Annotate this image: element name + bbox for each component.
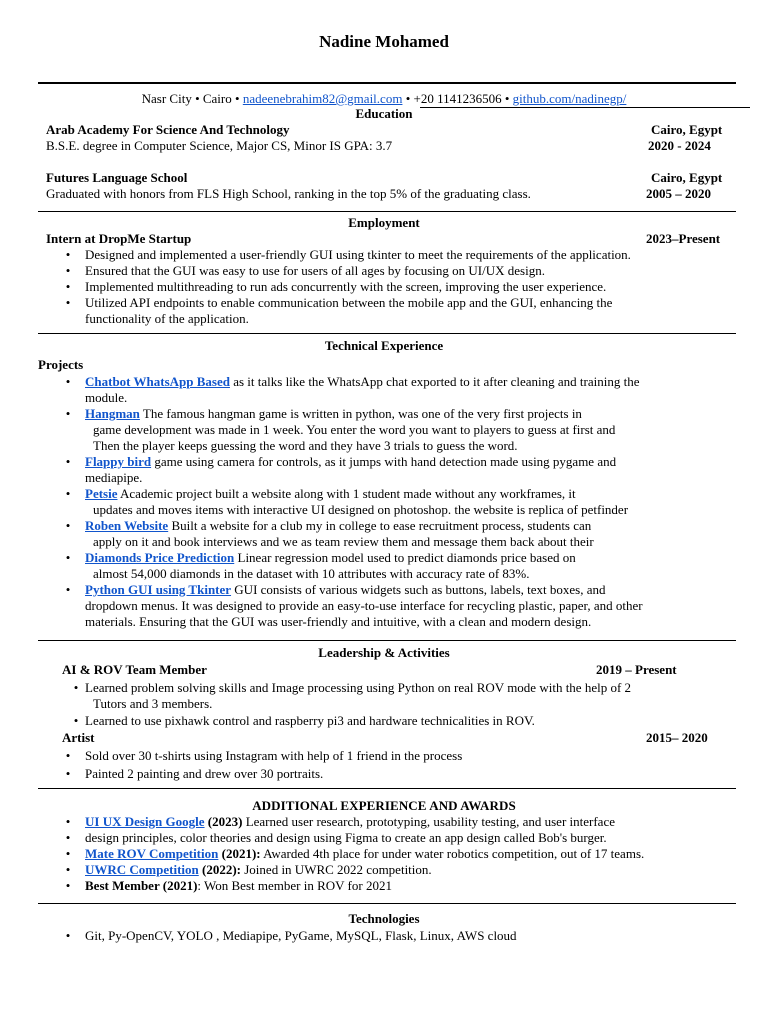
project-link[interactable]: Petsie [85, 486, 118, 501]
list-item: • Painted 2 painting and drew over 30 portraits. [65, 766, 324, 781]
award-link[interactable]: Mate ROV Competition [85, 846, 219, 861]
list-item: • UWRC Competition (2022): Joined in UWRC 2022 competition. [65, 862, 432, 877]
leadership-heading: Leadership & Activities [318, 645, 450, 660]
list-item: • Chatbot WhatsApp Based as it talks like the WhatsApp chat exported to it after cleaning and training the module. [65, 374, 640, 405]
list-item: • Learned to use pixhawk control and raspberry pi3 and hardware technicalities in ROV. [73, 713, 535, 728]
school-name: Futures Language School [46, 170, 188, 185]
degree-detail: B.S.E. degree in Computer Science, Major CS, Minor IS GPA: 3.7 [46, 138, 393, 153]
candidate-name: Nadine Mohamed [319, 32, 449, 51]
list-item: • Designed and implemented a user-friendly GUI using tkinter to meet the requirements of the application. [65, 247, 631, 262]
activity-bullets [73, 680, 745, 729]
award-link[interactable]: UI UX Design Google [85, 814, 205, 829]
job-dates: 2023–Present [646, 231, 721, 246]
list-item: • Petsie Academic project built a website along with 1 student made without any workframes, it updates and moves items with interactive UI designed on photoshop. the website is replica of petfinder [65, 486, 629, 517]
list-item: • Best Member (2021): Won Best member in ROV for 2021 [65, 878, 392, 893]
contact-line [0, 91, 768, 107]
activity-title: AI & ROV Team Member [62, 662, 207, 677]
employment-bullets [65, 247, 745, 327]
list-item: • Sold over 30 t-shirts using Instagram with help of 1 friend in the process [65, 748, 463, 763]
section-divider [38, 640, 736, 641]
technologies-heading: Technologies [348, 911, 420, 926]
award-link[interactable]: UWRC Competition [85, 862, 199, 877]
employment-heading: Employment [348, 215, 420, 230]
list-item: • Roben Website Built a website for a club my in college to ease recruitment process, students can apply on it and book interviews and we as team review them and message them back about their [65, 518, 594, 549]
project-link[interactable]: Flappy bird [85, 454, 152, 469]
section-divider [38, 211, 736, 212]
school-detail: Graduated with honors from FLS High School, ranking in the top 5% of the graduating class. [46, 186, 531, 201]
list-item: • design principles, color theories and design using Figma to create an app design called Bob's burger. [65, 830, 607, 845]
award-label: Best Member (2021) [85, 878, 198, 893]
section-divider [38, 333, 736, 334]
activity-dates: 2019 – Present [596, 662, 677, 677]
technical-heading: Technical Experience [324, 338, 444, 353]
list-item: • UI UX Design Google (2023) Learned user research, prototyping, usability testing, and user interface [65, 814, 615, 829]
location-text: Nasr City • Cairo • [141, 91, 240, 106]
project-link[interactable]: Hangman [85, 406, 140, 421]
project-link[interactable]: Diamonds Price Prediction [85, 550, 235, 565]
list-item: • Python GUI using Tkinter GUI consists of various widgets such as buttons, labels, text boxes, and dropdown menus. It was designed to provide an easy-to-use interface for recycling plastic, paper, and other materials. Ensuring that the GUI was user-friendly and intuitive, with a clean and modern design. [65, 582, 643, 629]
github-link[interactable]: github.com/nadinegp/ [512, 91, 627, 106]
list-item: • Mate ROV Competition (2021): Awarded 4th place for under water robotics competition, out of 17 teams. [65, 846, 645, 861]
list-item: • Implemented multithreading to run ads concurrently with the screen, improving the user experience. [65, 279, 607, 294]
school-location: Cairo, Egypt [651, 170, 723, 185]
list-item: • Flappy bird game using camera for controls, as it jumps with hand detection made using pygame and mediapipe. [65, 454, 617, 485]
job-title: Intern at DropMe Startup [46, 231, 192, 246]
section-divider [38, 903, 736, 904]
header-divider [38, 82, 736, 84]
activity-bullets [65, 748, 745, 782]
education-heading: Education [355, 106, 413, 121]
list-item: • Hangman The famous hangman game is written in python, was one of the very first projects in game development was made in 1 week. You enter the word you want to players to guess at first and Then the player keeps guessing the word and they have 3 trials to guess the word. [65, 406, 616, 453]
project-link[interactable]: Roben Website [85, 518, 169, 533]
list-item: • Utilized API endpoints to enable communication between the mobile app and the GUI, enhancing the functionality of the application. [65, 295, 613, 326]
projects-label: Projects [38, 357, 84, 372]
activity-title: Artist [62, 730, 95, 745]
technologies-text: Git, Py-OpenCV, YOLO , Mediapipe, PyGame, MySQL, Flask, Linux, AWS cloud [85, 928, 517, 943]
project-link[interactable]: Chatbot WhatsApp Based [85, 374, 230, 389]
section-divider [38, 788, 736, 789]
school-name: Arab Academy For Science And Technology [46, 122, 290, 137]
email-link[interactable]: nadeenebrahim82@gmail.com [242, 91, 403, 106]
activity-dates: 2015– 2020 [646, 730, 708, 745]
technologies-list [65, 928, 745, 944]
list-item: • Diamonds Price Prediction Linear regression model used to predict diamonds price based on almost 54,000 diamonds in the dataset with 10 attributes with accuracy rate of 83%. [65, 550, 576, 581]
phone-text: • +20 1141236506 • [405, 91, 510, 106]
awards-list [65, 814, 745, 894]
list-item: • Ensured that the GUI was easy to use for users of all ages by focusing on UI/UX design. [65, 263, 545, 278]
school-dates: 2020 - 2024 [648, 138, 711, 153]
school-dates: 2005 – 2020 [646, 186, 711, 201]
project-link[interactable]: Python GUI using Tkinter [85, 582, 232, 597]
projects-list [65, 374, 745, 630]
list-item: • Git, Py-OpenCV, YOLO , Mediapipe, PyGame, MySQL, Flask, Linux, AWS cloud [65, 928, 517, 943]
list-item: • Learned problem solving skills and Image processing using Python on real ROV mode with the help of 2 Tutors and 3 members. [73, 680, 632, 711]
awards-heading: ADDITIONAL EXPERIENCE AND AWARDS [252, 798, 516, 813]
school-location: Cairo, Egypt [651, 122, 723, 137]
